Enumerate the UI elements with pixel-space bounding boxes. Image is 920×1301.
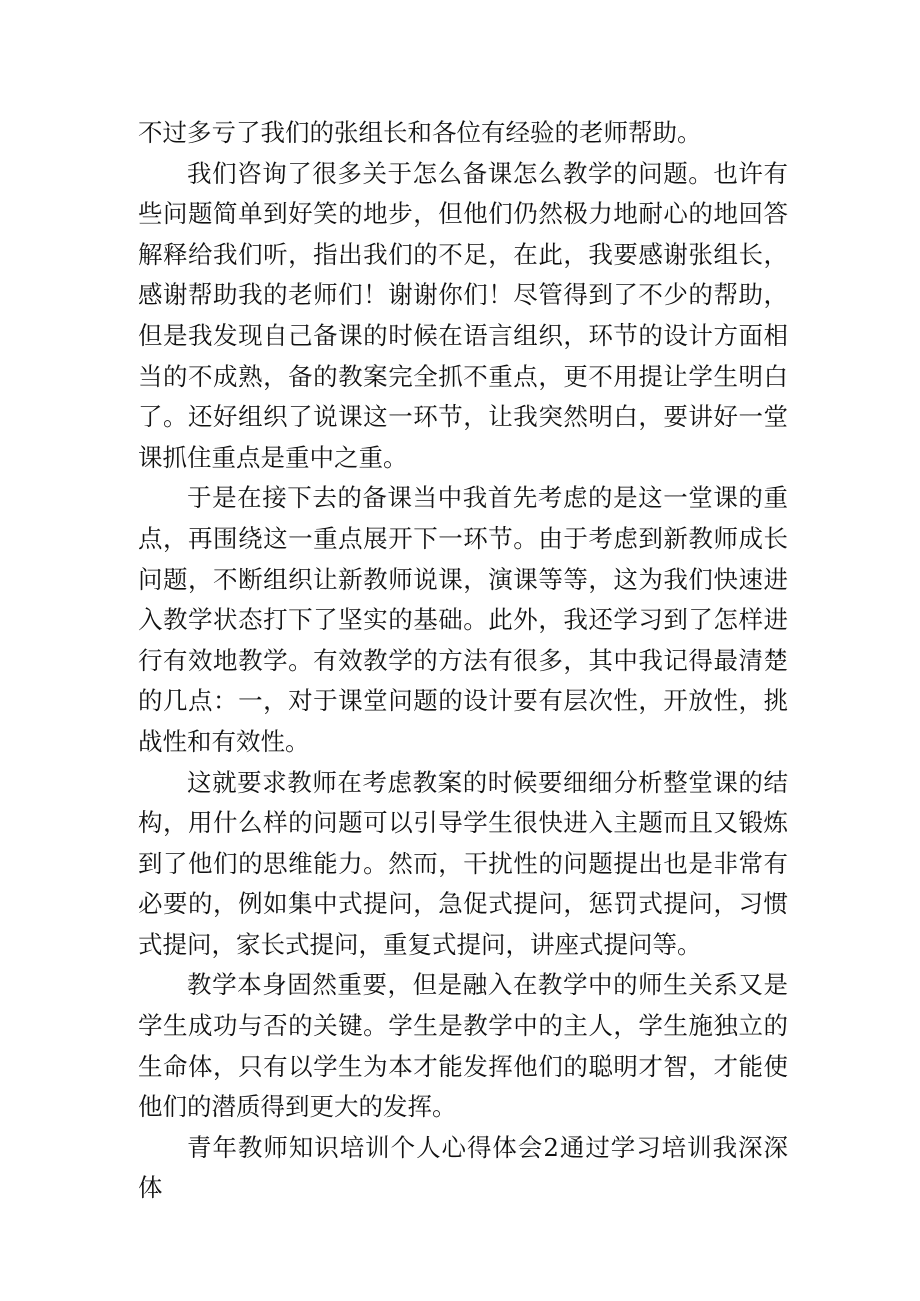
paragraph: 这就要求教师在考虑教案的时候要细细分析整堂课的结构，用什么样的问题可以引导学生很快进入主题而且又锻炼到了他们的思维能力。然而，干扰性的问题提出也是非常有必要的，例如集中式提问，急促式提问，惩罚式提问，习惯式提问，家长式提问，重复式提问，讲座式提问等。 <box>138 767 788 959</box>
paragraph: 我们咨询了很多关于怎么备课怎么教学的问题。也许有些问题简单到好笑的地步，但他们仍然极力地耐心的地回答解释给我们听，指出我们的不足，在此，我要感谢张组长，感谢帮助我的老师们！谢谢你们！尽管得到了不少的帮助，但是我发现自己备课的时候在语言组织，环节的设计方面相当的不成熟，备的教案完全抓不重点，更不用提让学生明白了。还好组织了说课这一环节，让我突然明白，要讲好一堂课抓住重点是重中之重。 <box>138 158 788 472</box>
paragraph-continued: 不过多亏了我们的张组长和各位有经验的老师帮助。 <box>138 118 702 147</box>
paragraph: 青年教师知识培训个人心得体会2通过学习培训我深深体 <box>138 1132 788 1203</box>
document-body <box>138 113 788 1209</box>
paragraph: 于是在接下去的备课当中我首先考虑的是这一堂课的重点，再围绕这一重点展开下一环节。由于考虑到新教师成长问题，不断组织让新教师说课，演课等等，这为我们快速进入教学状态打下了坚实的基础。此外，我还学习到了怎样进行有效地教学。有效教学的方法有很多，其中我记得最清楚的几点：一，对于课堂问题的设计要有层次性，开放性，挑战性和有效性。 <box>138 483 788 756</box>
paragraph: 教学本身固然重要，但是融入在教学中的师生关系又是学生成功与否的关键。学生是教学中的主人，学生施独立的生命体，只有以学生为本才能发挥他们的聪明才智，才能使他们的潜质得到更大的发挥。 <box>138 970 788 1122</box>
